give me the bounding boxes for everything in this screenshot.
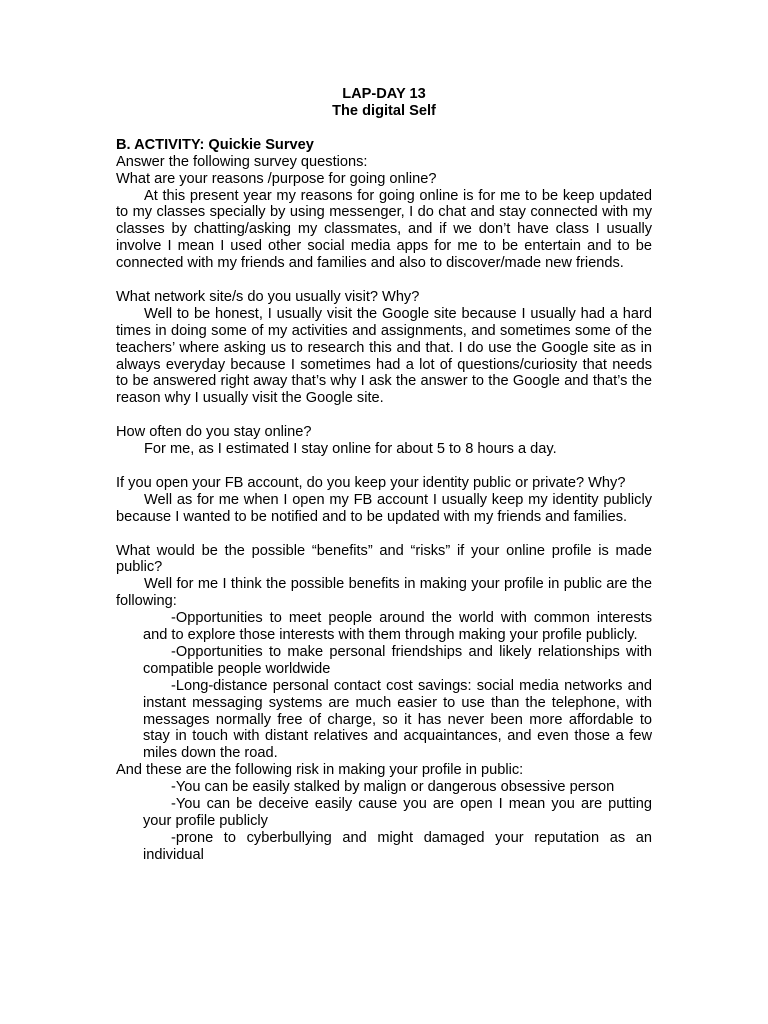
question-2: What network site/s do you usually visit? Why?: [116, 288, 420, 305]
document-page: [116, 86, 652, 864]
risks-intro: And these are the following risk in making your profile in public:: [116, 762, 524, 779]
answer-1: At this present year my reasons for going online is for me to be keep updated to my classes specially by using messenger, I do chat and stay connected with my classes by chatting/asking my classmates, and if we don’t have class I usually involve I mean I used other social media apps for me to be entertain and to be connected with my friends and families and also to discover/made new friends.: [116, 187, 652, 272]
answer-5-intro: Well for me I think the possible benefits in making your profile in public are the following:: [116, 576, 652, 610]
question-4: If you open your FB account, do you keep your identity public or private? Why?: [116, 474, 626, 491]
benefit-item: -Long-distance personal contact cost savings: social media networks and instant messaging systems are much easier to use than the telephone, with messages normally free of charge, so it has never been more affordable to stay in touch with distant relatives and acquaintances, and even those a few miles down the road.: [143, 677, 652, 762]
document-title: LAP-DAY 13: [342, 86, 426, 102]
risk-item: -You can be easily stalked by malign or dangerous obsessive person: [171, 779, 615, 796]
instruction-text: Answer the following survey questions:: [116, 153, 368, 170]
answer-3: For me, as I estimated I stay online for about 5 to 8 hours a day.: [144, 441, 557, 458]
answer-4: Well as for me when I open my FB account I usually keep my identity publicly because I wanted to be notified and to be updated with my friends and families.: [116, 491, 652, 525]
risks-list: [143, 779, 652, 864]
question-1: What are your reasons /purpose for going online?: [116, 170, 437, 187]
benefit-item: -Opportunities to make personal friendships and likely relationships with compatible people worldwide: [143, 643, 652, 677]
risk-item: -You can be deceive easily cause you are open I mean you are putting your profile publicly: [143, 796, 652, 829]
question-5: What would be the possible “benefits” and “risks” if your online profile is made public?: [116, 542, 652, 576]
risk-item: -prone to cyberbullying and might damaged your reputation as an individual: [143, 829, 652, 863]
answer-2: Well to be honest, I usually visit the Google site because I usually had a hard times in doing some of my activities and assignments, and sometimes some of the teachers’ where asking us to research this and that. I do use the Google site as in always everyday because I sometimes had a lot of questions/curiosity that needs to be answered right away that’s why I ask the answer to the Google and that’s the reason why I usually visit the Google site.: [116, 305, 652, 407]
document-subtitle: The digital Self: [332, 102, 436, 119]
question-3: How often do you stay online?: [116, 424, 312, 441]
activity-heading: B. ACTIVITY: Quickie Survey: [116, 136, 314, 153]
benefits-list: [143, 610, 652, 762]
benefit-item: -Opportunities to meet people around the world with common interests and to explore those interests with them through making your profile publicly.: [143, 610, 652, 644]
